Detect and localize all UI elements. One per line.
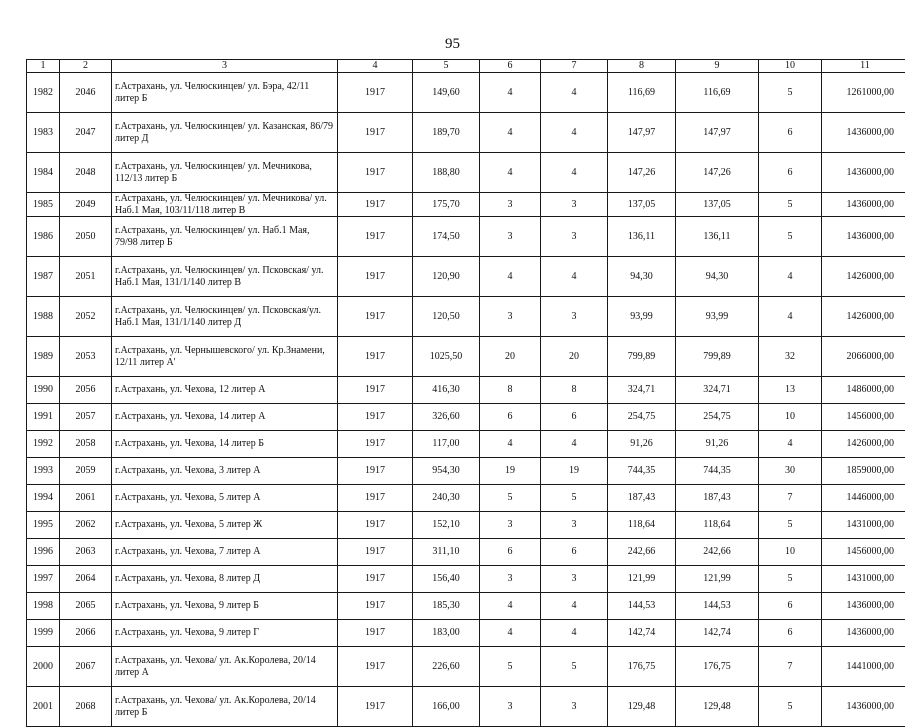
table-cell-col-9: 116,69 — [676, 73, 759, 113]
table-cell-col-10: 6 — [759, 593, 822, 620]
table-cell-col-9: 121,99 — [676, 566, 759, 593]
table-cell-col-1: 1995 — [27, 512, 60, 539]
table-cell-col-10: 6 — [759, 153, 822, 193]
table-cell-col-1: 1988 — [27, 297, 60, 337]
table-cell-col-6: 3 — [480, 566, 541, 593]
table-cell-col-6: 19 — [480, 458, 541, 485]
table-cell-col-7: 6 — [541, 539, 608, 566]
table-cell-col-11: 1436000,00 — [822, 217, 905, 257]
table-cell-col-7: 4 — [541, 431, 608, 458]
table-cell-col-6: 6 — [480, 539, 541, 566]
table-cell-col-10: 4 — [759, 431, 822, 458]
table-cell-col-9: 187,43 — [676, 485, 759, 512]
table-cell-col-8: 799,89 — [608, 337, 676, 377]
table-cell-col-2: 2058 — [60, 431, 112, 458]
table-cell-col-2: 2048 — [60, 153, 112, 193]
table-cell-col-9: 147,26 — [676, 153, 759, 193]
table-row — [27, 431, 905, 458]
table-cell-col-6: 4 — [480, 593, 541, 620]
table-cell-col-2: 2063 — [60, 539, 112, 566]
table-cell-col-6: 3 — [480, 687, 541, 727]
column-header-7: 7 — [541, 60, 608, 73]
table-cell-col-4: 1917 — [338, 113, 413, 153]
table-cell-col-8: 147,26 — [608, 153, 676, 193]
table-cell-col-3: г.Астрахань, ул. Чехова, 9 литер Г — [112, 620, 338, 647]
table-cell-col-9: 118,64 — [676, 512, 759, 539]
table-cell-col-6: 3 — [480, 193, 541, 217]
table-cell-col-9: 136,11 — [676, 217, 759, 257]
table-cell-col-3: г.Астрахань, ул. Чехова, 3 литер А — [112, 458, 338, 485]
table-cell-col-1: 1996 — [27, 539, 60, 566]
table-cell-col-3: г.Астрахань, ул. Чехова, 9 литер Б — [112, 593, 338, 620]
table-cell-col-8: 242,66 — [608, 539, 676, 566]
table-cell-col-2: 2062 — [60, 512, 112, 539]
table-cell-col-3: г.Астрахань, ул. Чехова, 14 литер Б — [112, 431, 338, 458]
table-cell-col-10: 6 — [759, 113, 822, 153]
column-header-3: 3 — [112, 60, 338, 73]
table-cell-col-7: 3 — [541, 512, 608, 539]
table-cell-col-5: 416,30 — [413, 377, 480, 404]
table-cell-col-2: 2053 — [60, 337, 112, 377]
table-row — [27, 539, 905, 566]
table-cell-col-5: 166,00 — [413, 687, 480, 727]
table-cell-col-7: 5 — [541, 647, 608, 687]
table-cell-col-7: 4 — [541, 73, 608, 113]
table-cell-col-1: 2000 — [27, 647, 60, 687]
table-row — [27, 153, 905, 193]
table-cell-col-9: 799,89 — [676, 337, 759, 377]
table-cell-col-4: 1917 — [338, 485, 413, 512]
table-cell-col-2: 2051 — [60, 257, 112, 297]
table-cell-col-7: 20 — [541, 337, 608, 377]
table-cell-col-11: 2066000,00 — [822, 337, 905, 377]
column-header-1: 1 — [27, 60, 60, 73]
table-cell-col-7: 4 — [541, 620, 608, 647]
table-cell-col-4: 1917 — [338, 297, 413, 337]
table-cell-col-7: 8 — [541, 377, 608, 404]
table-cell-col-6: 4 — [480, 73, 541, 113]
table-cell-col-10: 13 — [759, 377, 822, 404]
table-cell-col-3: г.Астрахань, ул. Чехова, 8 литер Д — [112, 566, 338, 593]
table-row — [27, 458, 905, 485]
table-cell-col-4: 1917 — [338, 539, 413, 566]
table-cell-col-6: 4 — [480, 620, 541, 647]
table-cell-col-6: 4 — [480, 113, 541, 153]
table-cell-col-7: 4 — [541, 257, 608, 297]
table-cell-col-10: 7 — [759, 485, 822, 512]
column-header-9: 9 — [676, 60, 759, 73]
table-cell-col-10: 5 — [759, 73, 822, 113]
table-cell-col-5: 326,60 — [413, 404, 480, 431]
table-cell-col-2: 2061 — [60, 485, 112, 512]
table-cell-col-2: 2049 — [60, 193, 112, 217]
table-cell-col-9: 147,97 — [676, 113, 759, 153]
table-row — [27, 377, 905, 404]
table-cell-col-10: 10 — [759, 539, 822, 566]
table-cell-col-5: 117,00 — [413, 431, 480, 458]
table-cell-col-6: 4 — [480, 153, 541, 193]
table-cell-col-2: 2057 — [60, 404, 112, 431]
table-cell-col-10: 30 — [759, 458, 822, 485]
table-cell-col-1: 1982 — [27, 73, 60, 113]
table-cell-col-8: 121,99 — [608, 566, 676, 593]
table-cell-col-9: 129,48 — [676, 687, 759, 727]
table-cell-col-11: 1456000,00 — [822, 539, 905, 566]
table-cell-col-5: 156,40 — [413, 566, 480, 593]
table-cell-col-4: 1917 — [338, 431, 413, 458]
table-cell-col-4: 1917 — [338, 73, 413, 113]
table-cell-col-7: 3 — [541, 566, 608, 593]
property-registry-table — [26, 59, 905, 727]
table-row — [27, 217, 905, 257]
table-cell-col-11: 1436000,00 — [822, 193, 905, 217]
table-cell-col-8: 147,97 — [608, 113, 676, 153]
table-cell-col-1: 2001 — [27, 687, 60, 727]
table-cell-col-5: 240,30 — [413, 485, 480, 512]
table-cell-col-5: 149,60 — [413, 73, 480, 113]
table-cell-col-7: 3 — [541, 297, 608, 337]
table-row — [27, 297, 905, 337]
page-number: 95 — [0, 36, 905, 53]
table-cell-col-1: 1986 — [27, 217, 60, 257]
table-row — [27, 620, 905, 647]
table-cell-col-2: 2059 — [60, 458, 112, 485]
table-cell-col-5: 226,60 — [413, 647, 480, 687]
table-cell-col-6: 4 — [480, 257, 541, 297]
table-row — [27, 113, 905, 153]
table-cell-col-8: 93,99 — [608, 297, 676, 337]
table-cell-col-2: 2065 — [60, 593, 112, 620]
table-cell-col-7: 3 — [541, 217, 608, 257]
table-cell-col-7: 4 — [541, 593, 608, 620]
table-cell-col-7: 3 — [541, 687, 608, 727]
table-cell-col-8: 91,26 — [608, 431, 676, 458]
table-cell-col-1: 1992 — [27, 431, 60, 458]
table-cell-col-4: 1917 — [338, 193, 413, 217]
table-cell-col-9: 91,26 — [676, 431, 759, 458]
table-cell-col-5: 174,50 — [413, 217, 480, 257]
table-cell-col-1: 1987 — [27, 257, 60, 297]
column-header-8: 8 — [608, 60, 676, 73]
table-cell-col-1: 1985 — [27, 193, 60, 217]
table-cell-col-3: г.Астрахань, ул. Челюскинцев/ ул. Псковская/ ул. Наб.1 Мая, 131/1/140 литер В — [112, 257, 338, 297]
table-cell-col-3: г.Астрахань, ул. Челюскинцев/ ул. Мечникова, 112/13 литер Б — [112, 153, 338, 193]
table-cell-col-11: 1261000,00 — [822, 73, 905, 113]
table-cell-col-10: 7 — [759, 647, 822, 687]
table-cell-col-4: 1917 — [338, 217, 413, 257]
table-cell-col-2: 2052 — [60, 297, 112, 337]
table-cell-col-8: 94,30 — [608, 257, 676, 297]
table-cell-col-6: 3 — [480, 297, 541, 337]
column-header-4: 4 — [338, 60, 413, 73]
table-cell-col-11: 1441000,00 — [822, 647, 905, 687]
header-row — [27, 60, 905, 73]
table-cell-col-11: 1436000,00 — [822, 687, 905, 727]
table-cell-col-8: 744,35 — [608, 458, 676, 485]
table-row — [27, 257, 905, 297]
table-cell-col-10: 32 — [759, 337, 822, 377]
table-cell-col-8: 254,75 — [608, 404, 676, 431]
table-row — [27, 566, 905, 593]
table-cell-col-11: 1431000,00 — [822, 566, 905, 593]
table-cell-col-3: г.Астрахань, ул. Чехова/ ул. Ак.Королева, 20/14 литер Б — [112, 687, 338, 727]
table-cell-col-3: г.Астрахань, ул. Челюскинцев/ ул. Казанская, 86/79 литер Д — [112, 113, 338, 153]
table-cell-col-2: 2064 — [60, 566, 112, 593]
table-cell-col-7: 5 — [541, 485, 608, 512]
table-cell-col-9: 176,75 — [676, 647, 759, 687]
table-cell-col-4: 1917 — [338, 153, 413, 193]
table-cell-col-1: 1997 — [27, 566, 60, 593]
table-cell-col-6: 8 — [480, 377, 541, 404]
table-cell-col-11: 1426000,00 — [822, 297, 905, 337]
table-cell-col-5: 183,00 — [413, 620, 480, 647]
table-header — [27, 60, 905, 73]
table-cell-col-6: 4 — [480, 431, 541, 458]
table-cell-col-9: 254,75 — [676, 404, 759, 431]
table-cell-col-7: 3 — [541, 193, 608, 217]
table-cell-col-10: 10 — [759, 404, 822, 431]
column-header-2: 2 — [60, 60, 112, 73]
table-cell-col-8: 129,48 — [608, 687, 676, 727]
table-cell-col-3: г.Астрахань, ул. Чехова, 12 литер А — [112, 377, 338, 404]
table-cell-col-7: 4 — [541, 153, 608, 193]
table-cell-col-4: 1917 — [338, 458, 413, 485]
table-row — [27, 687, 905, 727]
table-cell-col-11: 1431000,00 — [822, 512, 905, 539]
table-cell-col-5: 152,10 — [413, 512, 480, 539]
table-row — [27, 73, 905, 113]
table-cell-col-11: 1446000,00 — [822, 485, 905, 512]
table-cell-col-6: 3 — [480, 217, 541, 257]
table-cell-col-5: 954,30 — [413, 458, 480, 485]
table-cell-col-4: 1917 — [338, 647, 413, 687]
column-header-6: 6 — [480, 60, 541, 73]
table-cell-col-6: 5 — [480, 485, 541, 512]
table-cell-col-2: 2066 — [60, 620, 112, 647]
table-row — [27, 512, 905, 539]
table-cell-col-4: 1917 — [338, 377, 413, 404]
table-cell-col-8: 116,69 — [608, 73, 676, 113]
table-cell-col-9: 242,66 — [676, 539, 759, 566]
table-cell-col-5: 189,70 — [413, 113, 480, 153]
table-cell-col-7: 4 — [541, 113, 608, 153]
table-cell-col-5: 311,10 — [413, 539, 480, 566]
table-cell-col-9: 94,30 — [676, 257, 759, 297]
table-cell-col-8: 144,53 — [608, 593, 676, 620]
table-row — [27, 593, 905, 620]
table-cell-col-7: 6 — [541, 404, 608, 431]
table-cell-col-3: г.Астрахань, ул. Челюскинцев/ ул. Бэра, 42/11 литер Б — [112, 73, 338, 113]
table-cell-col-3: г.Астрахань, ул. Чехова, 5 литер Ж — [112, 512, 338, 539]
table-cell-col-2: 2047 — [60, 113, 112, 153]
column-header-10: 10 — [759, 60, 822, 73]
table-cell-col-10: 4 — [759, 257, 822, 297]
table-cell-col-8: 118,64 — [608, 512, 676, 539]
table-cell-col-4: 1917 — [338, 257, 413, 297]
table-cell-col-6: 3 — [480, 512, 541, 539]
table-cell-col-1: 1999 — [27, 620, 60, 647]
table-row — [27, 647, 905, 687]
table-cell-col-5: 188,80 — [413, 153, 480, 193]
column-header-5: 5 — [413, 60, 480, 73]
table-cell-col-7: 19 — [541, 458, 608, 485]
table-cell-col-11: 1426000,00 — [822, 257, 905, 297]
table-cell-col-2: 2056 — [60, 377, 112, 404]
table-cell-col-10: 4 — [759, 297, 822, 337]
table-cell-col-3: г.Астрахань, ул. Чехова, 5 литер А — [112, 485, 338, 512]
table-cell-col-1: 1990 — [27, 377, 60, 404]
table-cell-col-4: 1917 — [338, 566, 413, 593]
table-cell-col-11: 1486000,00 — [822, 377, 905, 404]
table-cell-col-8: 324,71 — [608, 377, 676, 404]
table-cell-col-5: 1025,50 — [413, 337, 480, 377]
table-cell-col-9: 93,99 — [676, 297, 759, 337]
table-cell-col-9: 744,35 — [676, 458, 759, 485]
table-cell-col-11: 1859000,00 — [822, 458, 905, 485]
table-cell-col-11: 1436000,00 — [822, 593, 905, 620]
table-cell-col-4: 1917 — [338, 687, 413, 727]
table-cell-col-4: 1917 — [338, 512, 413, 539]
table-cell-col-4: 1917 — [338, 404, 413, 431]
table-cell-col-1: 1998 — [27, 593, 60, 620]
table-cell-col-5: 120,50 — [413, 297, 480, 337]
table-cell-col-10: 5 — [759, 217, 822, 257]
table-cell-col-10: 5 — [759, 512, 822, 539]
table-cell-col-9: 144,53 — [676, 593, 759, 620]
table-cell-col-3: г.Астрахань, ул. Чернышевского/ ул. Кр.Знамени, 12/11 литер А' — [112, 337, 338, 377]
table-cell-col-8: 136,11 — [608, 217, 676, 257]
table-cell-col-11: 1436000,00 — [822, 153, 905, 193]
table-cell-col-5: 120,90 — [413, 257, 480, 297]
table-cell-col-9: 142,74 — [676, 620, 759, 647]
table-cell-col-11: 1456000,00 — [822, 404, 905, 431]
table-cell-col-2: 2068 — [60, 687, 112, 727]
table-cell-col-4: 1917 — [338, 593, 413, 620]
table-cell-col-4: 1917 — [338, 337, 413, 377]
table-cell-col-10: 5 — [759, 193, 822, 217]
table-cell-col-10: 5 — [759, 566, 822, 593]
table-cell-col-11: 1436000,00 — [822, 113, 905, 153]
table-row — [27, 404, 905, 431]
table-cell-col-5: 185,30 — [413, 593, 480, 620]
table-cell-col-9: 324,71 — [676, 377, 759, 404]
table-cell-col-3: г.Астрахань, ул. Челюскинцев/ ул. Наб.1 Мая, 79/98 литер Б — [112, 217, 338, 257]
table-cell-col-3: г.Астрахань, ул. Чехова, 14 литер А — [112, 404, 338, 431]
table-cell-col-2: 2050 — [60, 217, 112, 257]
table-cell-col-3: г.Астрахань, ул. Челюскинцев/ ул. Мечникова/ ул. Наб.1 Мая, 103/11/118 литер В — [112, 193, 338, 217]
table-cell-col-2: 2067 — [60, 647, 112, 687]
table-body — [27, 73, 905, 727]
table-cell-col-9: 137,05 — [676, 193, 759, 217]
table-cell-col-3: г.Астрахань, ул. Челюскинцев/ ул. Псковская/ул. Наб.1 Мая, 131/1/140 литер Д — [112, 297, 338, 337]
table-cell-col-1: 1989 — [27, 337, 60, 377]
table-cell-col-6: 6 — [480, 404, 541, 431]
table-cell-col-8: 187,43 — [608, 485, 676, 512]
table-cell-col-5: 175,70 — [413, 193, 480, 217]
table-cell-col-8: 142,74 — [608, 620, 676, 647]
table-cell-col-1: 1994 — [27, 485, 60, 512]
table-row — [27, 193, 905, 217]
table-cell-col-1: 1991 — [27, 404, 60, 431]
table-cell-col-1: 1984 — [27, 153, 60, 193]
table-cell-col-10: 6 — [759, 620, 822, 647]
table-cell-col-8: 137,05 — [608, 193, 676, 217]
table-row — [27, 337, 905, 377]
table-cell-col-4: 1917 — [338, 620, 413, 647]
table-cell-col-1: 1983 — [27, 113, 60, 153]
table-cell-col-10: 5 — [759, 687, 822, 727]
table-cell-col-3: г.Астрахань, ул. Чехова/ ул. Ак.Королева, 20/14 литер А — [112, 647, 338, 687]
table-cell-col-8: 176,75 — [608, 647, 676, 687]
table-row — [27, 485, 905, 512]
table-cell-col-11: 1436000,00 — [822, 620, 905, 647]
table-cell-col-6: 20 — [480, 337, 541, 377]
table-cell-col-6: 5 — [480, 647, 541, 687]
table-cell-col-11: 1426000,00 — [822, 431, 905, 458]
column-header-11: 11 — [822, 60, 905, 73]
table-cell-col-1: 1993 — [27, 458, 60, 485]
table-cell-col-3: г.Астрахань, ул. Чехова, 7 литер А — [112, 539, 338, 566]
table-cell-col-2: 2046 — [60, 73, 112, 113]
